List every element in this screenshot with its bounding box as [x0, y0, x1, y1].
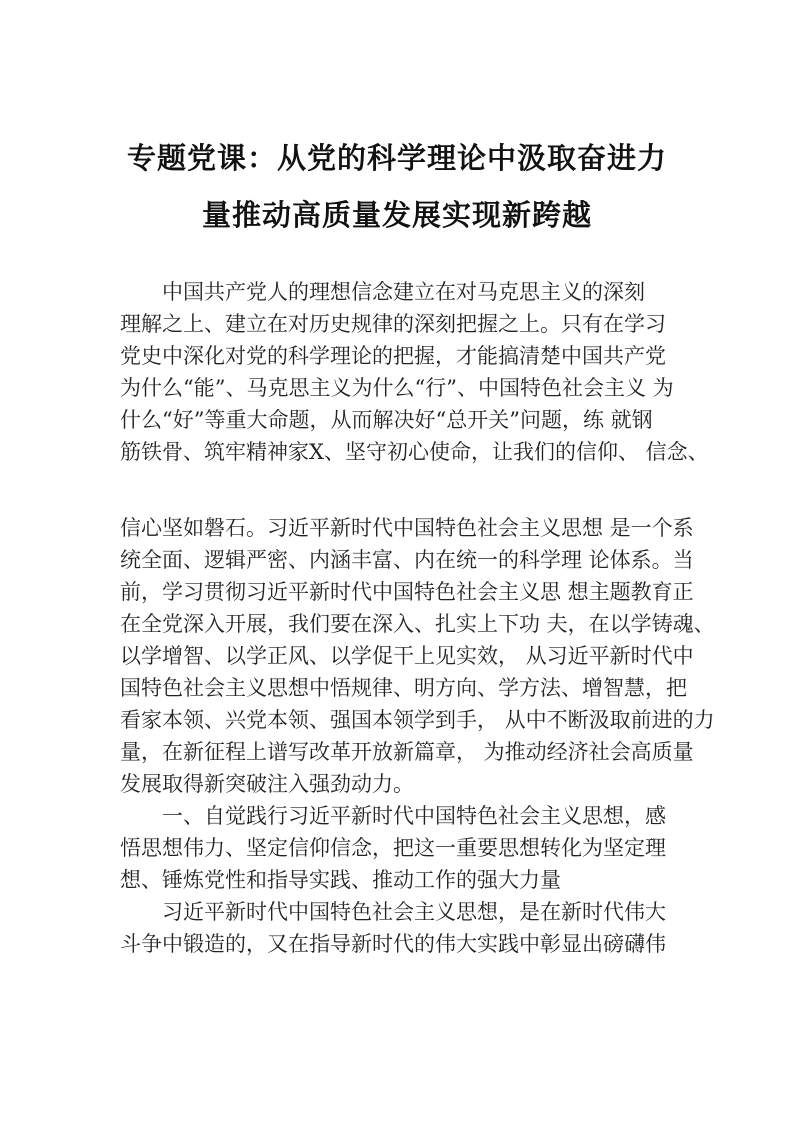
- text-line: 国特色社会主义思想中悟规律、明方向、学方法、增智慧，把: [120, 676, 687, 700]
- paragraph-block-main: [120, 512, 715, 960]
- text-line: 中国共产党人的理想信念建立在对马克思主义的深刻: [162, 280, 645, 304]
- paragraph-block-intro: [120, 276, 710, 468]
- section-heading-line: 一、自觉践行习近平新时代中国特色社会主义思想，感: [162, 804, 666, 828]
- text-line: 发展取得新突破注入强劲动力。: [120, 772, 414, 796]
- document-title-line-1: 专题党课：从党的科学理论中汲取奋进力: [126, 141, 667, 175]
- section-heading-line: 悟思想伟力、坚定信仰信念，把这一重要思想转化为坚定理: [120, 836, 666, 860]
- text-line: 统全面、逻辑严密、内涵丰富、内在统一的科学理 论体系。当: [120, 548, 694, 572]
- text-line: 什么“好”等重大命题，从而解决好“总开关”问题，练 就钢: [120, 408, 653, 432]
- section-heading-line: 想、锤炼党性和指导实践、推动工作的强大力量: [120, 868, 561, 892]
- text-line: 习近平新时代中国特色社会主义思想，是在新时代伟大: [162, 900, 666, 924]
- text-line: 以学增智、以学正风、以学促干上见实效， 从习近平新时代中: [120, 644, 694, 668]
- text-line: 量，在新征程上谱写改革开放新篇章， 为推动经济社会高质量: [120, 740, 694, 764]
- document-title-line-2: 量推动高质量发展实现新跨越: [201, 198, 592, 232]
- text-line: 前，学习贯彻习近平新时代中国特色社会主义思 想主题教育正: [120, 580, 694, 604]
- text-line: 理解之上、建立在对历史规律的深刻把握之上。只有在学习: [120, 312, 666, 336]
- text-line: 斗争中锻造的，又在指导新时代的伟大实践中彰显出磅礴伟: [120, 932, 666, 956]
- text-line: 信心坚如磐石。习近平新时代中国特色社会主义思想 是一个系: [120, 516, 694, 540]
- text-line: 筋铁骨、筑牢精神家X、坚守初心使命，让我们的信仰、 信念、: [120, 440, 709, 464]
- text-line: 党史中深化对党的科学理论的把握，才能搞清楚中国共产党: [120, 344, 666, 368]
- text-line: 看家本领、兴党本领、强国本领学到手， 从中不断汲取前进的力: [120, 708, 715, 732]
- text-line: 为什么“能”、马克思主义为什么“行”、中国特色社会主义 为: [120, 376, 674, 400]
- text-line: 在全党深入开展，我们要在深入、扎实上下功 夫，在以学铸魂、: [120, 612, 715, 636]
